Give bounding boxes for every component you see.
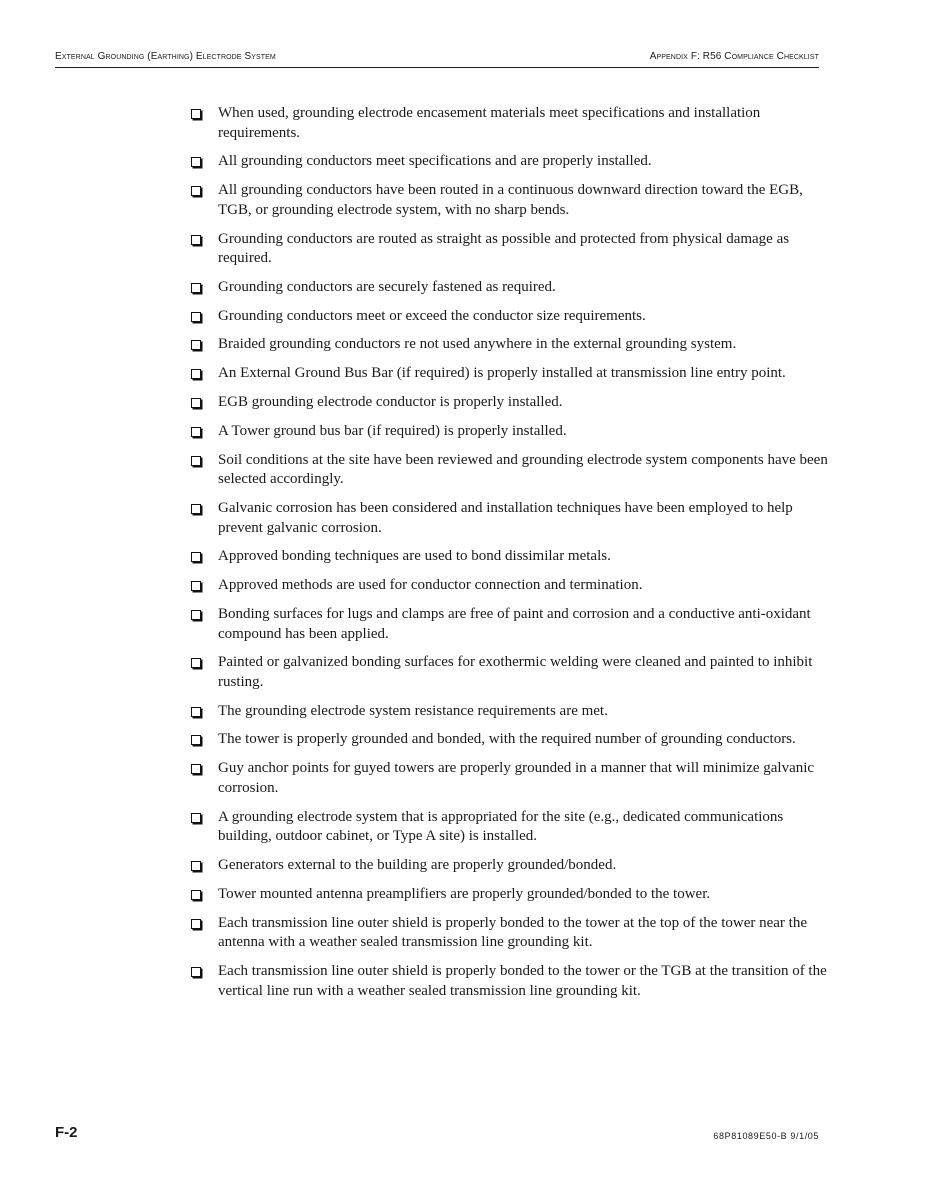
checklist-item: [188, 962, 828, 1001]
checkbox-icon[interactable]: [191, 581, 201, 591]
checklist-item-text: Grounding conductors meet or exceed the conductor size requirements.: [218, 307, 646, 324]
checklist-item-text: Each transmission line outer shield is properly bonded to the tower or the TGB at the transition of the vertical line run with a weather sealed transmission line grounding kit.: [218, 962, 827, 999]
checklist-item: [188, 230, 828, 269]
checkbox-icon[interactable]: [191, 967, 201, 977]
checklist-item-text: Grounding conductors are routed as straight as possible and protected from physical damage as required.: [218, 230, 790, 267]
checklist-item-text: Braided grounding conductors re not used anywhere in the external grounding system.: [218, 336, 737, 353]
checkbox-icon[interactable]: [191, 919, 201, 929]
checklist-item-text: The grounding electrode system resistance requirements are met.: [218, 702, 608, 719]
checkbox-icon[interactable]: [191, 707, 201, 717]
checkbox-icon[interactable]: [191, 890, 201, 900]
checklist-item: [188, 499, 828, 538]
checklist-item-text: All grounding conductors have been routed in a continuous downward direction toward the EGB, TGB, or grounding electrode system, with no sharp bends.: [218, 182, 803, 218]
checklist-item-text: EGB grounding electrode conductor is properly installed.: [218, 394, 563, 411]
compliance-checklist: [188, 104, 828, 1010]
checklist-item: [188, 653, 828, 692]
checklist-item: [188, 152, 828, 172]
checklist-item: [188, 393, 828, 413]
section-title: External Grounding (Earthing) Electrode System: [55, 51, 276, 62]
checklist-item-text: Galvanic corrosion has been considered and installation techniques have been employed to help prevent galvanic corrosion.: [218, 499, 793, 536]
checklist-item-text: The tower is properly grounded and bonded, with the required number of grounding conductors.: [218, 731, 796, 748]
checkbox-icon[interactable]: [191, 157, 201, 167]
checklist-item-text: Soil conditions at the site have been reviewed and grounding electrode system components have been selected accordingly.: [218, 451, 828, 488]
checklist-item-text: Guy anchor points for guyed towers are properly grounded in a manner that will minimize galvanic corrosion.: [218, 760, 815, 796]
checklist-item-text: When used, grounding electrode encasement materials meet specifications and installation requirements.: [218, 105, 761, 141]
page-header: [55, 47, 819, 68]
checklist-item: [188, 422, 828, 442]
document-id: 68P81089E50-B 9/1/05: [713, 1131, 819, 1141]
checklist-item: [188, 702, 828, 722]
checkbox-icon[interactable]: [191, 398, 201, 408]
checklist-item-text: Generators external to the building are properly grounded/bonded.: [218, 856, 617, 873]
checklist-item: [188, 730, 828, 750]
checklist-item-text: Each transmission line outer shield is properly bonded to the tower at the top of the tower near the antenna with a weather sealed transmission line grounding kit.: [218, 914, 808, 951]
checklist-item: [188, 856, 828, 876]
checklist-item-text: Grounding conductors are securely fastened as required.: [218, 278, 556, 295]
checkbox-icon[interactable]: [191, 340, 201, 350]
checklist-item: [188, 914, 828, 953]
checklist-item: [188, 278, 828, 298]
checkbox-icon[interactable]: [191, 235, 201, 245]
checkbox-icon[interactable]: [191, 369, 201, 379]
checkbox-icon[interactable]: [191, 813, 201, 823]
checkbox-icon[interactable]: [191, 658, 201, 668]
checkbox-icon[interactable]: [191, 552, 201, 562]
checklist-item-text: All grounding conductors meet specifications and are properly installed.: [218, 153, 652, 170]
checklist-item: [188, 181, 828, 220]
checkbox-icon[interactable]: [191, 186, 201, 196]
checkbox-icon[interactable]: [191, 456, 201, 466]
checklist-item: [188, 547, 828, 567]
checklist-item: [188, 605, 828, 644]
checklist-item-text: A Tower ground bus bar (if required) is properly installed.: [218, 422, 567, 439]
checkbox-icon[interactable]: [191, 504, 201, 514]
checklist-item-text: Painted or galvanized bonding surfaces for exothermic welding were cleaned and painted to inhibit rusting.: [218, 654, 813, 690]
page-number: F-2: [55, 1124, 78, 1141]
checklist-item: [188, 335, 828, 355]
checkbox-icon[interactable]: [191, 312, 201, 322]
checklist-item-text: An External Ground Bus Bar (if required) is properly installed at transmission line entry point.: [218, 365, 786, 382]
checklist-item: [188, 576, 828, 596]
checklist-item: [188, 104, 828, 143]
checklist-item: [188, 364, 828, 384]
checklist-item: [188, 451, 828, 490]
checkbox-icon[interactable]: [191, 427, 201, 437]
checklist-item: [188, 307, 828, 327]
checklist-item-text: Tower mounted antenna preamplifiers are properly grounded/bonded to the tower.: [218, 885, 711, 902]
checklist-item: [188, 759, 828, 798]
appendix-title: Appendix F: R56 Compliance Checklist: [649, 51, 819, 62]
checklist-item-text: Approved bonding techniques are used to bond dissimilar metals.: [218, 548, 611, 565]
checklist-item-text: A grounding electrode system that is appropriated for the site (e.g., dedicated communications building, outdoor cabinet, or Type A site) is installed.: [218, 808, 784, 845]
checkbox-icon[interactable]: [191, 764, 201, 774]
checkbox-icon[interactable]: [191, 283, 201, 293]
checklist-item: [188, 885, 828, 905]
checkbox-icon[interactable]: [191, 109, 201, 119]
checkbox-icon[interactable]: [191, 610, 201, 620]
checklist-item-text: Approved methods are used for conductor connection and termination.: [218, 577, 643, 594]
checklist-item: [188, 808, 828, 847]
checklist-item-text: Bonding surfaces for lugs and clamps are free of paint and corrosion and a conductive anti-oxidant compound has been applied.: [218, 605, 811, 642]
checkbox-icon[interactable]: [191, 861, 201, 871]
checkbox-icon[interactable]: [191, 735, 201, 745]
